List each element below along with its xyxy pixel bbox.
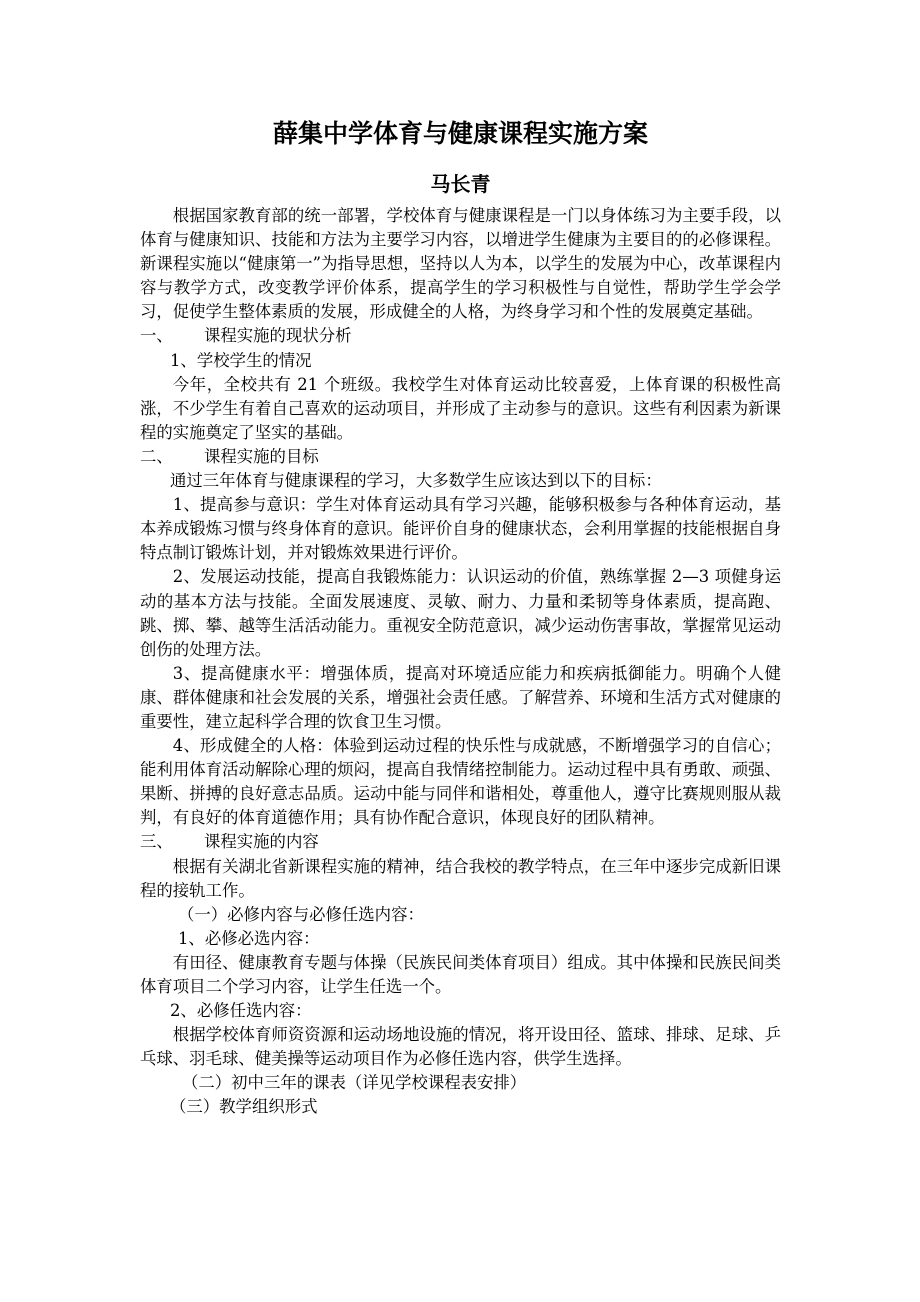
goal-item: 1、提高参与意识：学生对体育运动具有学习兴趣，能够积极参与各种体育运动，基本养成锻炼习惯与终身体育的意识。能评价自身的健康状态，会利用掌握的技能根据自身特点制订锻炼计划，并对锻炼效果进行评价。 <box>140 495 781 563</box>
subheading: 1、必修必选内容： <box>178 928 320 948</box>
goal-item: 2、发展运动技能，提高自我锻炼能力：认识运动的价值，熟练掌握 2—3 项健身运动的基本方法与技能。全面发展速度、灵敏、耐力、力量和柔韧等身体素质，提高跑、跳、掷、攀、越等生活活动能力。重视安全防范意识，减少运动伤害事故，掌握常见运动创伤的处理方法。 <box>140 567 781 659</box>
section-title: 课程实施的内容 <box>204 832 319 852</box>
goal-item: 4、形成健全的人格：体验到运动过程的快乐性与成就感，不断增强学习的自信心；能利用体育活动解除心理的烦闷，提高自我情绪控制能力。运动过程中具有勇敢、顽强、果断、拼搏的良好意志品质。运动中能与同伴和谐相处，尊重他人，遵守比赛规则服从裁判，有良好的体育道德作用；具有协作配合意识，体现良好的团队精神。 <box>140 736 781 828</box>
document-author: 马长青 <box>430 172 491 196</box>
subheading: 2、必修任选内容： <box>170 1001 312 1021</box>
document-title: 薛集中学体育与健康课程实施方案 <box>272 119 648 148</box>
section-number: 一、 <box>140 326 173 346</box>
subheading: （一）必修内容与必修任选内容： <box>178 904 424 924</box>
section-title: 课程实施的目标 <box>204 446 319 466</box>
document-page <box>140 114 781 1120</box>
subheading: （二）初中三年的课表（详见学校课程表安排） <box>182 1073 527 1093</box>
section-heading-1 <box>140 324 781 348</box>
section-number: 二、 <box>140 446 173 466</box>
paragraph: 根据学校体育师资资源和运动场地设施的情况，将开设田径、篮球、排球、足球、乒乓球、羽毛球、健美操等运动项目作为必修任选内容，供学生选择。 <box>140 1025 781 1069</box>
document-body <box>140 204 781 1120</box>
paragraph: 通过三年体育与健康课程的学习，大多数学生应该达到以下的目标： <box>170 471 662 491</box>
section-heading-2 <box>140 445 781 469</box>
intro-paragraph: 根据国家教育部的统一部署，学校体育与健康课程是一门以身体练习为主要手段，以体育与健康知识、技能和方法为主要学习内容，以增进学生健康为主要目的的必修课程。新课程实施以“健康第一”为指导思想，坚持以人为本，以学生的发展为中心，改革课程内容与教学方式，改变教学评价体系，提高学生的学习积极性与自觉性，帮助学生学会学习，促使学生整体素质的发展，形成健全的人格，为终身学习和个性的发展奠定基础。 <box>140 206 781 322</box>
paragraph: 根据有关湖北省新课程实施的精神，结合我校的教学特点，在三年中逐步完成新旧课程的接轨工作。 <box>140 856 781 900</box>
paragraph: 有田径、健康教育专题与体操（民族民间类体育项目）组成。其中体操和民族民间类体育项目二个学习内容，让学生任选一个。 <box>140 952 781 996</box>
section-title: 课程实施的现状分析 <box>204 326 352 346</box>
section-heading-3 <box>140 830 781 854</box>
goal-item: 3、提高健康水平：增强体质，提高对环境适应能力和疾病抵御能力。明确个人健康、群体健康和社会发展的关系，增强社会责任感。了解营养、环境和生活方式对健康的重要性，建立起科学合理的饮食卫生习惯。 <box>140 663 781 731</box>
section-number: 三、 <box>140 832 173 852</box>
subheading: （三）教学组织形式 <box>170 1097 318 1117</box>
subheading: 1、学校学生的情况 <box>170 350 312 370</box>
paragraph: 今年，全校共有 21 个班级。我校学生对体育运动比较喜爱，上体育课的积极性高涨，不少学生有着自己喜欢的运动项目，并形成了主动参与的意识。这些有利因素为新课程的实施奠定了坚实的基础。 <box>140 374 781 442</box>
